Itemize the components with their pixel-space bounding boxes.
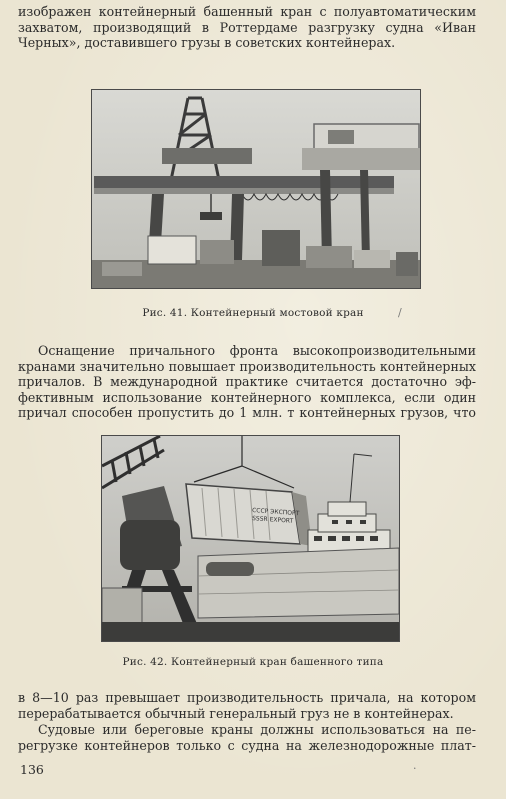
text-line: кранами значительно повышает производительность контейнерных <box>18 358 476 374</box>
bridge-crane-illustration <box>92 90 420 288</box>
paragraph-continuation <box>18 690 476 721</box>
text-line: перерабатывается обычный генеральный груз не в контейнерах. <box>18 705 454 721</box>
figure-41-photo <box>91 89 421 289</box>
text-line: Оснащение причального фронта высокопроизводительными <box>38 343 476 358</box>
text-line: Судовые или береговые краны должны использоваться на пе- <box>38 722 476 737</box>
text-line: фективным использование контейнерного комплекса, если один <box>18 389 476 405</box>
figure-42-caption: Рис. 42. Контейнерный кран башенного типа <box>122 656 384 668</box>
text-line: Черных», доставившего грузы в советских контейнерах. <box>18 35 396 51</box>
text-line: регрузке контейнеров только с судна на железнодорожные плат- <box>18 737 476 753</box>
figure-42-photo <box>101 435 400 642</box>
container-label-en: SSSR EXPORT <box>251 515 294 525</box>
text-line: захватом, производящий в Роттердаме разгрузку судна «Иван <box>18 19 476 35</box>
text-line: причал способен пропустить до 1 млн. т контейнерных грузов, что <box>18 405 476 421</box>
text-line: изображен контейнерный башенный кран с полуавтоматическим <box>18 4 476 19</box>
tower-crane-illustration <box>102 436 399 641</box>
paragraph-next <box>18 722 476 753</box>
page-number: 136 <box>20 762 44 777</box>
container-label-ru: СССР ЭКСПОРТ <box>251 507 300 518</box>
figure-41-caption: Рис. 41. Контейнерный мостовой кран <box>142 307 364 319</box>
paragraph-intro <box>18 4 476 51</box>
text-line: причалов. В международной практике считается достаточно эф- <box>18 374 476 390</box>
margin-mark: · <box>413 762 417 775</box>
paragraph-main <box>18 343 476 421</box>
text-line: в 8—10 раз превышает производительность причала, на котором <box>18 690 476 705</box>
margin-mark: / <box>398 306 402 319</box>
lifted-container <box>186 484 312 546</box>
